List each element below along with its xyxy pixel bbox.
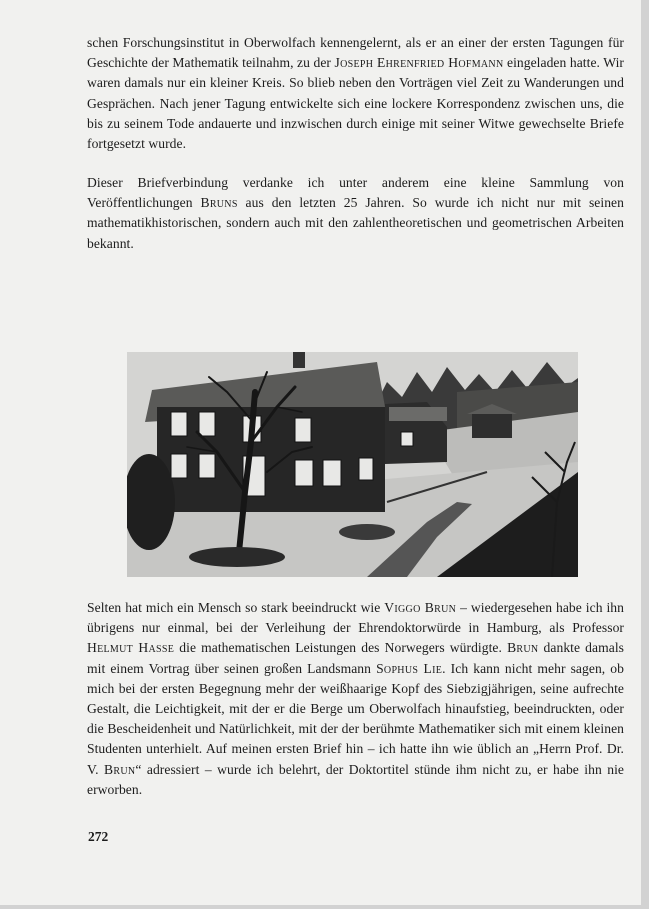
text-run: dankte damals mit einem Vortrag über seinen großen Landsmann bbox=[87, 640, 624, 676]
person-name: Brun bbox=[103, 761, 136, 777]
page-number: 272 bbox=[88, 829, 109, 844]
text-run: die mathematischen Leistungen des Norwegers würdigte. bbox=[174, 640, 508, 656]
text-run: eingeladen hatte. Wir waren damals nur ein kleiner Kreis. So blieb neben den Vorträgen viel Zeit zu Wanderungen und Gesprächen. Nach jener Tagung entwickelte sich eine lockere Korrespondenz zwischen uns, die bis zu seinem Tode andauerte und inzwischen durch einige mit seiner Witwe gewechselte Briefe fortgesetzt wurde. bbox=[87, 55, 624, 152]
text-run: aus den letzten 25 Jahren. So wurde ich nicht nur mit seinen mathematikhistorischen, sondern auch mit den zahlentheoretischen und geometrischen Arbeiten bekannt. bbox=[87, 195, 624, 251]
person-name: Joseph Ehrenfried Hofmann bbox=[334, 55, 504, 71]
house-photograph bbox=[127, 352, 578, 577]
paragraph-2 bbox=[87, 173, 624, 254]
paragraph-1 bbox=[87, 33, 624, 154]
person-name: Helmut Hasse bbox=[87, 640, 175, 656]
text-run: Selten hat mich ein Mensch so stark beeindruckt wie bbox=[87, 600, 385, 615]
paragraph-3 bbox=[87, 598, 624, 800]
person-name: Bruns bbox=[200, 195, 238, 211]
text-run: schen Forschungsinstitut in Oberwolfach kennengelernt, als er an einer der ersten Tagungen für Geschichte der Mathematik teilnahm, zu der bbox=[87, 35, 624, 71]
person-name: Brun bbox=[507, 640, 539, 656]
person-name: Viggo Brun bbox=[384, 600, 457, 615]
person-name: Sophus Lie bbox=[376, 660, 443, 676]
text-run: “ adressiert – wurde ich belehrt, der Doktortitel stünde ihm nicht zu, er habe ihn nie erworben. bbox=[87, 761, 624, 797]
text-run: Dieser Briefverbindung verdanke ich unter anderem eine kleine Sammlung von Veröffentlichungen bbox=[87, 175, 624, 211]
text-run: . Ich kann nicht mehr sagen, ob mich bei der ersten Begegnung mehr der weißhaarige Kopf des Siebzigjährigen, seine aufrechte Gestalt, die Leichtigkeit, mit der er die Berge um Oberwolfach hinaufstieg, beeindruckten, oder die Bescheidenheit und Natürlichkeit, mit der der berühmte Mathematiker sich mit einem kleinen Studenten unterhielt. Auf meinen ersten Brief hin – ich hatte ihn wie üblich an „Herrn Prof. Dr. V. bbox=[87, 660, 624, 777]
text-run: – wiedergesehen habe ich ihn übrigens nur einmal, bei der Verleihung der Ehrendoktorwürde in Hamburg, als Professor bbox=[87, 600, 625, 636]
